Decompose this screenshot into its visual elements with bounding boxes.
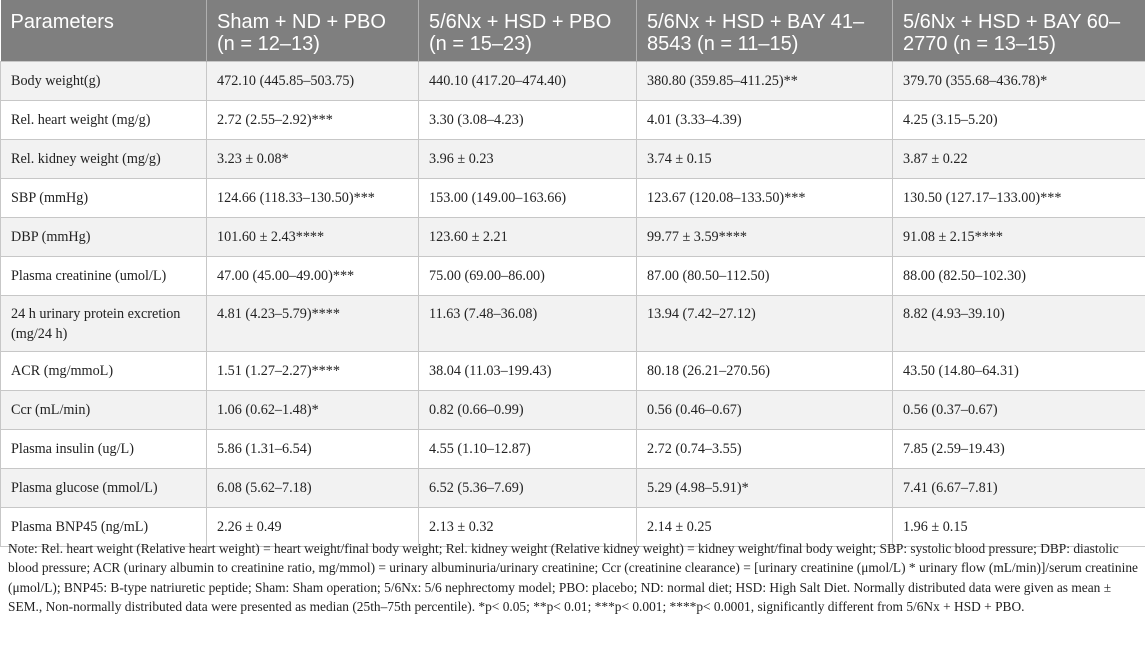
value-cell: 11.63 (7.48–36.08) xyxy=(419,295,637,351)
parameter-name-cell: Rel. kidney weight (mg/g) xyxy=(1,139,207,178)
value-cell: 1.51 (1.27–2.27)**** xyxy=(207,351,419,390)
value-cell: 124.66 (118.33–130.50)*** xyxy=(207,178,419,217)
value-cell: 472.10 (445.85–503.75) xyxy=(207,61,419,100)
parameter-name-cell: Plasma glucose (mmol/L) xyxy=(1,468,207,507)
table-row xyxy=(1,139,1145,178)
value-cell: 4.25 (3.15–5.20) xyxy=(893,100,1145,139)
value-cell: 80.18 (26.21–270.56) xyxy=(637,351,893,390)
value-cell: 4.81 (4.23–5.79)**** xyxy=(207,295,419,351)
header-sham-nd-pbo: Sham + ND + PBO (n = 12–13) xyxy=(207,0,419,61)
header-row xyxy=(1,0,1145,61)
header-parameters: Parameters xyxy=(1,0,207,61)
value-cell: 43.50 (14.80–64.31) xyxy=(893,351,1145,390)
value-cell: 4.01 (3.33–4.39) xyxy=(637,100,893,139)
value-cell: 5.86 (1.31–6.54) xyxy=(207,429,419,468)
value-cell: 2.72 (2.55–2.92)*** xyxy=(207,100,419,139)
value-cell: 91.08 ± 2.15**** xyxy=(893,217,1145,256)
parameter-name-cell: Plasma insulin (ug/L) xyxy=(1,429,207,468)
parameter-name-cell: Ccr (mL/min) xyxy=(1,390,207,429)
header-nx-hsd-bay41: 5/6Nx + HSD + BAY 41–8543 (n = 11–15) xyxy=(637,0,893,61)
value-cell: 2.13 ± 0.32 xyxy=(419,507,637,546)
table-row xyxy=(1,351,1145,390)
value-cell: 3.23 ± 0.08* xyxy=(207,139,419,178)
table-footnote: Note: Rel. heart weight (Relative heart weight) = heart weight/final body weight; Rel. kidney weight (Relative kidney weight) = kidney weight/final body weight; SBP: systolic blood pressure; DBP: diastolic blood pressure; ACR (urinary albumin to creatinine ratio, mg/mmol) = urinary albuminuria/urinary creatinine; Ccr (creatinine clearance) = [urinary creatinine (μmol/L) * urinary flow (mL/min)]/serum creatinine (μmol/L); BNP45: B-type natriuretic peptide; Sham: Sham operation; 5/6Nx: 5/6 nephrectomy model; PBO: placebo; ND: normal diet; HSD: High Salt Diet. Normally distributed data were given as mean ± SEM., Non-normally distributed data were presented as median (25th–75th percentile). *p< 0.05; **p< 0.01; ***p< 0.001; ****p< 0.0001, significantly different from 5/6Nx + HSD + PBO. xyxy=(8,541,1138,614)
table-row xyxy=(1,256,1145,295)
value-cell: 13.94 (7.42–27.12) xyxy=(637,295,893,351)
header-nx-hsd-bay60: 5/6Nx + HSD + BAY 60–2770 (n = 13–15) xyxy=(893,0,1145,61)
value-cell: 0.56 (0.37–0.67) xyxy=(893,390,1145,429)
value-cell: 101.60 ± 2.43**** xyxy=(207,217,419,256)
parameter-name-cell: DBP (mmHg) xyxy=(1,217,207,256)
value-cell: 6.52 (5.36–7.69) xyxy=(419,468,637,507)
value-cell: 47.00 (45.00–49.00)*** xyxy=(207,256,419,295)
value-cell: 3.74 ± 0.15 xyxy=(637,139,893,178)
value-cell: 379.70 (355.68–436.78)* xyxy=(893,61,1145,100)
value-cell: 123.67 (120.08–133.50)*** xyxy=(637,178,893,217)
table-row xyxy=(1,100,1145,139)
table-row xyxy=(1,61,1145,100)
header-nx-hsd-pbo: 5/6Nx + HSD + PBO (n = 15–23) xyxy=(419,0,637,61)
table-body xyxy=(1,61,1145,546)
value-cell: 75.00 (69.00–86.00) xyxy=(419,256,637,295)
value-cell: 2.26 ± 0.49 xyxy=(207,507,419,546)
value-cell: 8.82 (4.93–39.10) xyxy=(893,295,1145,351)
value-cell: 3.96 ± 0.23 xyxy=(419,139,637,178)
value-cell: 4.55 (1.10–12.87) xyxy=(419,429,637,468)
value-cell: 38.04 (11.03–199.43) xyxy=(419,351,637,390)
value-cell: 0.56 (0.46–0.67) xyxy=(637,390,893,429)
parameter-name-cell: Plasma BNP45 (ng/mL) xyxy=(1,507,207,546)
value-cell: 123.60 ± 2.21 xyxy=(419,217,637,256)
value-cell: 2.14 ± 0.25 xyxy=(637,507,893,546)
value-cell: 130.50 (127.17–133.00)*** xyxy=(893,178,1145,217)
value-cell: 5.29 (4.98–5.91)* xyxy=(637,468,893,507)
table-row xyxy=(1,390,1145,429)
value-cell: 2.72 (0.74–3.55) xyxy=(637,429,893,468)
parameter-name-cell: ACR (mg/mmoL) xyxy=(1,351,207,390)
table-row xyxy=(1,468,1145,507)
value-cell: 3.87 ± 0.22 xyxy=(893,139,1145,178)
parameter-name-cell: 24 h urinary protein excretion (mg/24 h) xyxy=(1,295,207,351)
parameter-name-cell: Body weight(g) xyxy=(1,61,207,100)
value-cell: 7.41 (6.67–7.81) xyxy=(893,468,1145,507)
parameter-name-cell: Plasma creatinine (umol/L) xyxy=(1,256,207,295)
parameter-name-cell: Rel. heart weight (mg/g) xyxy=(1,100,207,139)
value-cell: 7.85 (2.59–19.43) xyxy=(893,429,1145,468)
table-row xyxy=(1,217,1145,256)
value-cell: 3.30 (3.08–4.23) xyxy=(419,100,637,139)
table-row xyxy=(1,178,1145,217)
value-cell: 153.00 (149.00–163.66) xyxy=(419,178,637,217)
value-cell: 380.80 (359.85–411.25)** xyxy=(637,61,893,100)
value-cell: 1.06 (0.62–1.48)* xyxy=(207,390,419,429)
value-cell: 440.10 (417.20–474.40) xyxy=(419,61,637,100)
value-cell: 87.00 (80.50–112.50) xyxy=(637,256,893,295)
value-cell: 6.08 (5.62–7.18) xyxy=(207,468,419,507)
value-cell: 1.96 ± 0.15 xyxy=(893,507,1145,546)
value-cell: 99.77 ± 3.59**** xyxy=(637,217,893,256)
table-row xyxy=(1,429,1145,468)
value-cell: 0.82 (0.66–0.99) xyxy=(419,390,637,429)
parameter-name-cell: SBP (mmHg) xyxy=(1,178,207,217)
value-cell: 88.00 (82.50–102.30) xyxy=(893,256,1145,295)
table-row xyxy=(1,295,1145,351)
